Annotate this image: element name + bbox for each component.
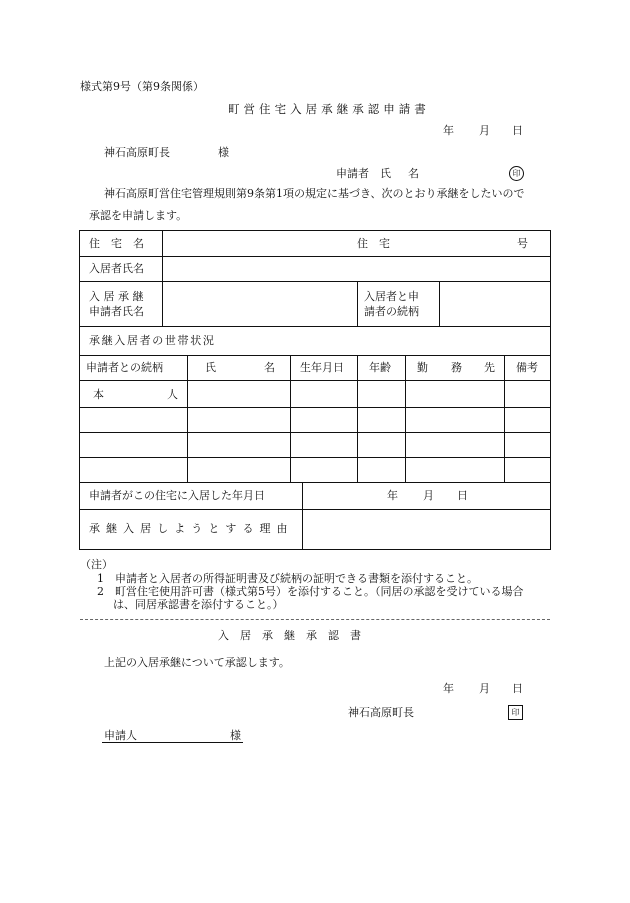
addressee-honorific: 様 [218,146,229,159]
applicant-label: 申請者 [336,167,369,180]
col-birth: 生年月日 [300,361,344,374]
moved-in-year: 年 [387,489,398,502]
approval-month: 月 [479,682,490,695]
housing-label: 住 宅 [357,237,390,250]
moved-in-day: 日 [457,489,468,502]
note-2a: 2 町営住宅使用許可書（様式第5号）を添付すること。（同居の承認を受けている場合 [97,585,524,598]
applicant-underline [102,742,243,743]
moved-in-label: 申請者がこの住宅に入居した年月日 [89,489,265,502]
self-label-2: 人 [167,388,178,401]
successor-label-1: 入 居 承 継 [89,290,144,303]
approval-applicant: 申請人 [104,729,137,742]
approval-text: 上記の入居承継について承認します。 [104,656,290,669]
note-2b: は、同居承認書を添付すること。） [113,598,284,611]
approval-seal: 印 [508,705,523,720]
approval-title: 入 居 承 継 承 認 書 [218,629,361,642]
applicant-name-label-2: 名 [408,167,419,180]
date-day: 日 [512,124,523,137]
approval-honorific: 様 [230,729,241,742]
resident-name-label: 入居者氏名 [89,262,144,275]
housing-name-label: 住 宅 名 [89,237,144,250]
col-work-1: 勤 [417,361,428,374]
reason-label: 承継入居しようとする理由 [89,522,294,535]
form-number: 様式第9号（第9条関係） [80,80,204,93]
household-label: 承継入居者の世帯状況 [89,334,216,347]
notes-heading: （注） [80,558,113,571]
body-text-line2: 承認を申請します。 [89,209,188,222]
self-label-1: 本 [93,388,104,401]
seal-mark: 印 [509,166,524,181]
applicant-name-label-1: 氏 [380,167,391,180]
col-work-2: 務 [451,361,462,374]
col-name-1: 氏 [205,361,216,374]
approval-mayor: 神石高原町長 [348,706,414,719]
moved-in-month: 月 [423,489,434,502]
approval-year: 年 [443,682,454,695]
body-text-line1: 神石高原町営住宅管理規則第9条第1項の規定に基づき、次のとおり承継をしたいので [104,187,525,200]
col-relation: 申請者との続柄 [86,361,163,374]
addressee-name: 神石高原町長 [104,146,170,159]
relation-label-2: 請者の続柄 [364,305,419,318]
col-work-3: 先 [484,361,495,374]
col-name-2: 名 [264,361,275,374]
col-age: 年齢 [369,361,391,374]
successor-label-2: 申請者氏名 [89,305,144,318]
housing-number-label: 号 [517,237,528,250]
approval-day: 日 [512,682,523,695]
note-1: 1 申請者と入居者の所得証明書及び続柄の証明できる書類を添付すること。 [97,572,478,585]
date-month: 月 [479,124,490,137]
col-remarks: 備考 [516,361,538,374]
cut-line [80,619,550,620]
form-title: 町営住宅入居承継承認申請書 [228,102,430,116]
relation-label-1: 入居者と申 [364,290,419,303]
date-year: 年 [443,124,454,137]
